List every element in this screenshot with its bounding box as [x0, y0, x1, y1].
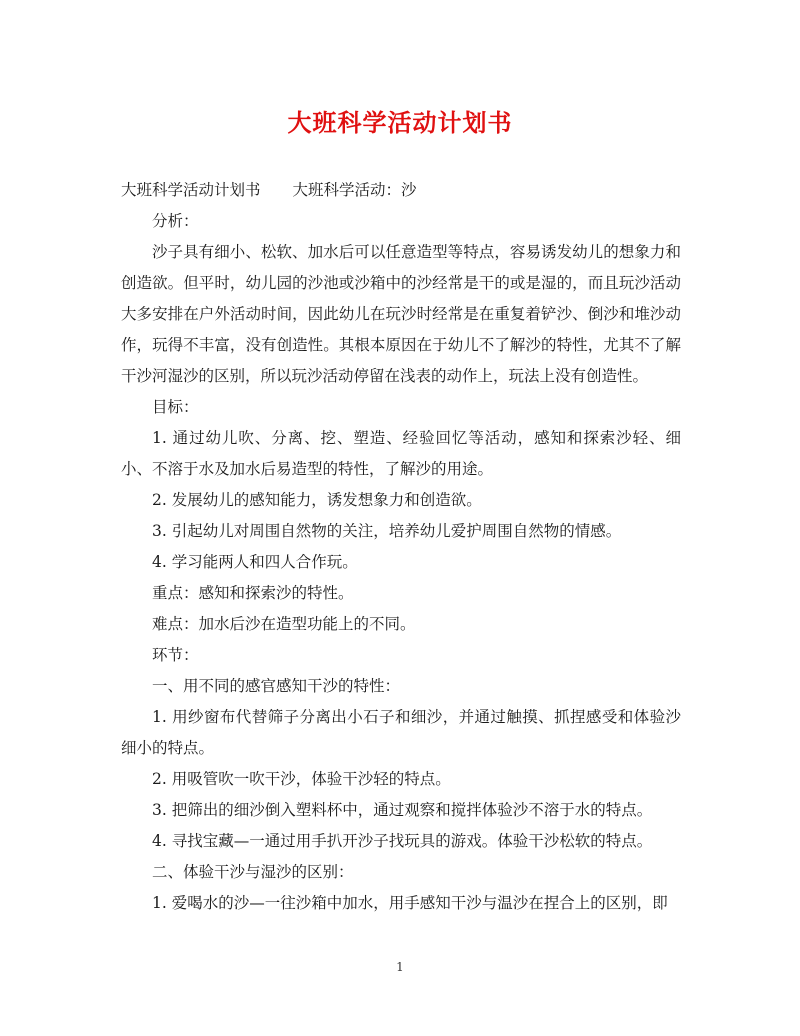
section1-title: 一、用不同的感官感知干沙的特性： [152, 677, 401, 695]
key-point: 重点：感知和探索沙的特性。 [152, 584, 354, 602]
analysis-paragraph: 沙子具有细小、松软、加水后可以任意造型等特点，容易诱发幼儿的想象力和创造欲。但平时，幼儿园的沙池或沙箱中的沙经常是干的或是湿的，而且玩沙活动大多安排在户外活动时间，因此幼儿在玩沙时经常是在重复着铲沙、倒沙和堆沙动作，玩得不丰富，没有创造性。其根本原因在于幼儿不了解沙的特性，尤其不了解干沙河湿沙的区别，所以玩沙活动停留在浅表的动作上，玩法上没有创造性。 [121, 243, 681, 385]
section1-item: 4. 寻找宝藏—一通过用手扒开沙子找玩具的游戏。体验干沙松软的特点。 [152, 832, 653, 850]
goal-item: 3. 引起幼儿对周围自然物的关注，培养幼儿爱护周围自然物的情感。 [152, 522, 622, 540]
header-right: 大班科学活动：沙 [292, 181, 417, 199]
goal-item: 2. 发展幼儿的感知能力，诱发想象力和创造欲。 [152, 491, 482, 509]
page-number: 1 [396, 960, 404, 974]
goal-item: 4. 学习能两人和四人合作玩。 [152, 553, 358, 571]
difficulty-point: 难点：加水后沙在造型功能上的不同。 [152, 615, 416, 633]
section2-title: 二、体验干沙与湿沙的区别： [152, 863, 354, 881]
header-line [121, 175, 681, 206]
header-left: 大班科学活动计划书 [121, 181, 261, 199]
section2-item: 1. 爱喝水的沙—一往沙箱中加水，用手感知干沙与温沙在捏合上的区别，即 [152, 894, 668, 912]
document-body [121, 175, 681, 919]
goals-label: 目标： [152, 398, 199, 416]
section1-item: 3. 把筛出的细沙倒入塑料杯中，通过观察和搅拌体验沙不溶于水的特点。 [152, 801, 653, 819]
goal-item: 1. 通过幼儿吹、分离、挖、塑造、经验回忆等活动，感知和探索沙轻、细小、不溶于水及加水后易造型的特性，了解沙的用途。 [121, 429, 681, 478]
analysis-label: 分析： [152, 212, 199, 230]
section1-item: 1. 用纱窗布代替筛子分离出小石子和细沙，并通过触摸、抓捏感受和体验沙细小的特点。 [121, 708, 681, 757]
steps-label: 环节： [152, 646, 199, 664]
document-title: 大班科学活动计划书 [287, 108, 513, 137]
section1-item: 2. 用吸管吹一吹干沙，体验干沙轻的特点。 [152, 770, 451, 788]
